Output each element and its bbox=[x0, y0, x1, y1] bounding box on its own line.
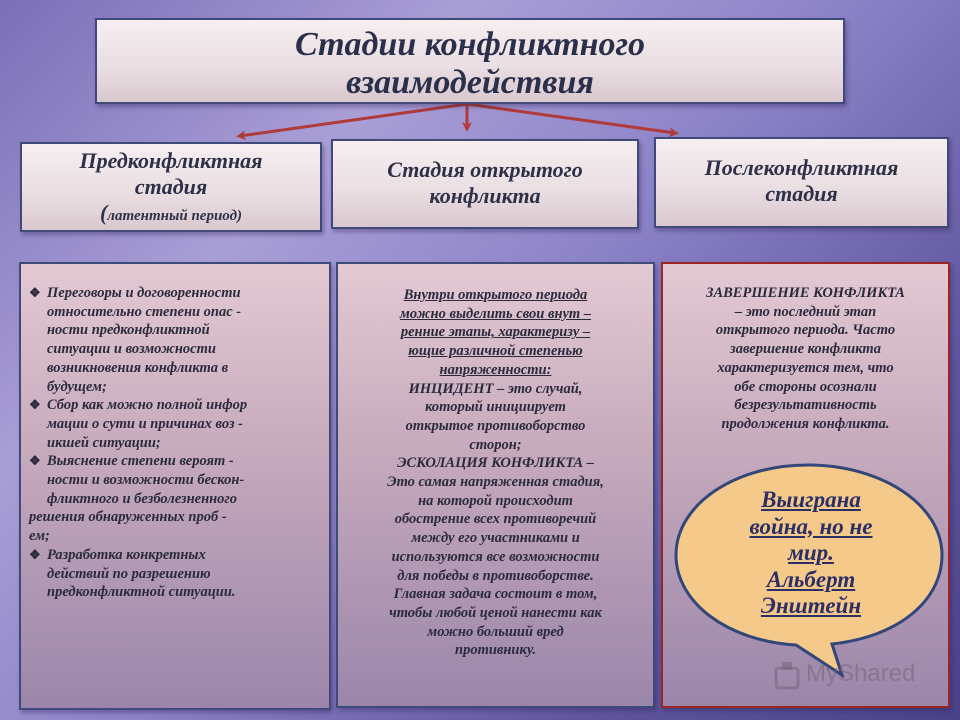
diagram-title: Стадии конфликтного взаимодействия bbox=[294, 26, 646, 101]
list-item: ❖ Переговоры и договоренности относительно степени опас - ности предконфликтной ситуации и возможности возникновения конфликта в будущем; bbox=[29, 285, 242, 395]
arrow-to-poststage bbox=[467, 104, 675, 133]
arrow-to-prestage bbox=[240, 104, 467, 136]
diagram-title-box bbox=[95, 18, 845, 104]
diamond-bullet-icon: ❖ bbox=[29, 285, 41, 300]
list-item-continuation: решения обнаруженных проб - ем; bbox=[29, 509, 227, 545]
panel-preconflict-details bbox=[19, 262, 331, 710]
panel-open-conflict-details bbox=[336, 262, 655, 708]
stage-postconflict-title: Послеконфликтная стадия bbox=[704, 155, 899, 206]
stage-postconflict bbox=[654, 137, 949, 228]
stage-preconflict-title: Предконфликтная стадия (латентный период) bbox=[22, 144, 320, 229]
watermark-logo-icon bbox=[770, 660, 810, 694]
stage-preconflict-subtitle: (латентный период) bbox=[99, 200, 243, 225]
open-conflict-intro: Внутри открытого периода можно выделить свои внут – ренние этапы, характеризу – ющие различной степенью напряженности: bbox=[399, 287, 592, 378]
diamond-bullet-icon: ❖ bbox=[29, 546, 41, 562]
stage-open-conflict-title: Стадия открытого конфликта bbox=[387, 157, 583, 208]
watermark-text: MyShared bbox=[806, 660, 916, 687]
panel-postconflict-details: ЗАВЕРШЕНИЕ КОНФЛИКТА – это последний этап открытого периода. Часто завершение конфликта характеризуется тем, что обе стороны осознали безрезультативность продолжения конфликта. bbox=[661, 262, 950, 708]
list-item: ❖ Сбор как можно полной инфор мации о сути и причинах воз - икшей ситуации; bbox=[29, 397, 248, 451]
list-item: ❖ Выяснение степени вероят - ности и возможности бескон- фликтного и безболезненного bbox=[29, 453, 245, 507]
preconflict-list-end bbox=[29, 546, 319, 602]
open-conflict-body: ИНЦИДЕНТ – это случай, который инициирует открытое противоборство сторон; ЭСКОЛАЦИЯ КОНФЛИКТА – Это самая напряженная стадия, на которой происходит обострение всех противоречий между его участниками и используются все возможности для победы в противоборстве. Главная задача состоит в том, чтобы любой ценой нанести как можно больший вред противнику. bbox=[387, 380, 604, 659]
stage-preconflict bbox=[20, 142, 322, 232]
preconflict-list bbox=[29, 284, 319, 508]
stage-open-conflict bbox=[331, 139, 639, 229]
diamond-bullet-icon: ❖ bbox=[29, 453, 41, 469]
list-item: ❖ Разработка конкретных действий по разрешению предконфликтной ситуации. bbox=[29, 546, 236, 601]
quote-text: Выиграна война, но не мир. Альберт Энштейн bbox=[749, 487, 873, 618]
diamond-bullet-icon: ❖ bbox=[29, 397, 41, 413]
